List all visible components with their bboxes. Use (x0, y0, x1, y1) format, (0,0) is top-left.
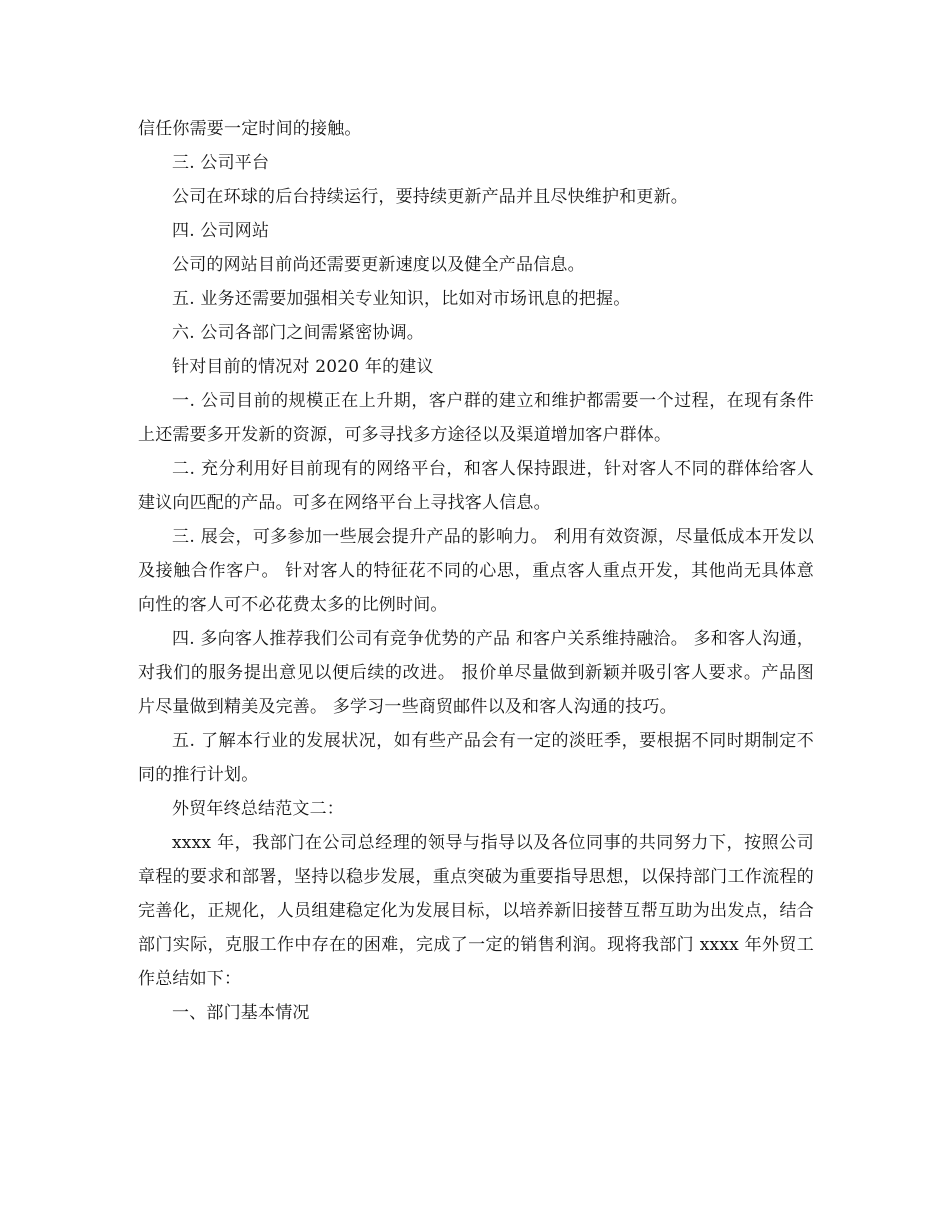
paragraph-website: 公司的网站目前尚还需要更新速度以及健全产品信息。 (172, 255, 585, 275)
heading-department-overview: 一、部门基本情况 (172, 1003, 310, 1023)
paragraph-suggestion-3: 三. 展会，可多参加一些展会提升产品的影响力。 利用有效资源，尽量低成本开发以及接触合作客户。 针对客人的特征花不同的心思，重点客人重点开发，其他尚无具体意向性的客人可不必花费太多的比例时间。 (138, 527, 814, 615)
paragraph-suggestion-5: 五. 了解本行业的发展状况，如有些产品会有一定的淡旺季，要根据不同时期制定不同的推行计划。 (138, 731, 814, 785)
paragraph-department-coordination: 六. 公司各部门之间需紧密协调。 (172, 323, 425, 343)
paragraph-continuation: 信任你需要一定时间的接触。 (138, 119, 362, 139)
paragraph-suggestion-1: 一. 公司目前的规模正在上升期，客户群的建立和维护都需要一个过程，在现有条件上还需要多开发新的资源，可多寻找多方途径以及渠道增加客户群体。 (138, 391, 814, 445)
heading-company-platform: 三. 公司平台 (172, 153, 270, 173)
paragraph-suggestion-4: 四. 多向客人推荐我们公司有竞争优势的产品 和客户关系维持融洽。 多和客人沟通，对我们的服务提出意见以便后续的改进。 报价单尽量做到新颖并吸引客人要求。产品图片尽量做到精美及完善。 多学习一些商贸邮件以及和客人沟通的技巧。 (138, 629, 814, 717)
heading-company-website: 四. 公司网站 (172, 221, 270, 241)
document-body (138, 112, 814, 1030)
paragraph-sample-two-intro: xxxx 年，我部门在公司总经理的领导与指导以及各位同事的共同努力下，按照公司章程的要求和部署，坚持以稳步发展，重点突破为重要指导思想，以保持部门工作流程的完善化，正规化，人员组建稳定化为发展目标，以培养新旧接替互帮互助为出发点，结合部门实际，克服工作中存在的困难，完成了一定的销售利润。现将我部门 xxxx 年外贸工作总结如下： (138, 833, 814, 989)
paragraph-business-knowledge: 五. 业务还需要加强相关专业知识，比如对市场讯息的把握。 (172, 289, 631, 309)
paragraph-suggestion-2: 二. 充分利用好目前现有的网络平台，和客人保持跟进，针对客人不同的群体给客人建议向匹配的产品。可多在网络平台上寻找客人信息。 (138, 459, 814, 513)
heading-sample-two: 外贸年终总结范文二： (172, 799, 344, 819)
paragraph-platform: 公司在环球的后台持续运行，要持续更新产品并且尽快维护和更新。 (172, 187, 688, 207)
heading-suggestions: 针对目前的情况对 2020 年的建议 (172, 357, 434, 377)
